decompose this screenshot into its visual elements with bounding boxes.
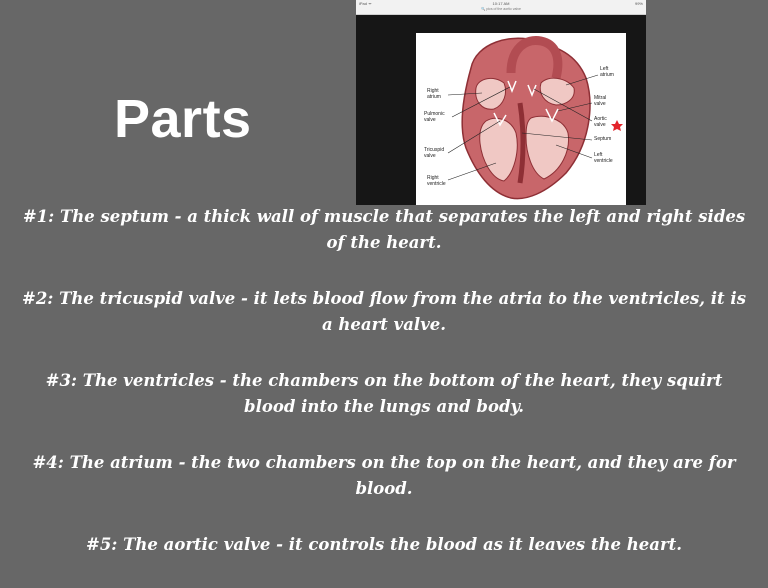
label-aortic-valve: Aortic valve xyxy=(594,116,607,128)
label-left-atrium: Left atrium xyxy=(600,66,614,78)
label-left-ventricle: Left ventricle xyxy=(594,152,613,164)
status-search: 🔍 pics of the aortic valve xyxy=(481,7,521,11)
heart-screenshot xyxy=(356,0,646,205)
label-right-atrium: Right atrium xyxy=(427,88,441,100)
status-time: 10:17 AM xyxy=(492,1,510,6)
part-ventricles: #3: The ventricles - the chambers on the bottom of the heart, they squirt blood into the lungs and body. xyxy=(45,371,723,416)
label-mitral-valve: Mitral valve xyxy=(594,95,607,107)
part-atrium: #4: The atrium - the two chambers on the top on the heart, and they are for blood. xyxy=(32,453,736,498)
parts-list xyxy=(20,204,748,588)
slide-title: Parts xyxy=(114,89,252,149)
label-septum: Septum xyxy=(594,136,612,142)
status-device: iPad ᯤ xyxy=(359,1,372,6)
heart-diagram xyxy=(416,33,626,205)
highlight-star-icon xyxy=(611,120,623,131)
part-aortic-valve: #5: The aortic valve - it controls the blood as it leaves the heart. xyxy=(86,535,682,554)
label-right-ventricle: Right ventricle xyxy=(427,175,446,187)
status-bar xyxy=(356,0,646,15)
part-septum: #1: The septum - a thick wall of muscle that separates the left and right sides of the heart. xyxy=(22,207,746,252)
label-tricuspid-valve: Tricuspid valve xyxy=(424,147,445,159)
label-pulmonic-valve: Pulmonic valve xyxy=(424,111,445,123)
status-battery: 99% xyxy=(634,1,643,6)
part-tricuspid-valve: #2: The tricuspid valve - it lets blood flow from the atria to the ventricles, it is a heart valve. xyxy=(22,289,746,334)
